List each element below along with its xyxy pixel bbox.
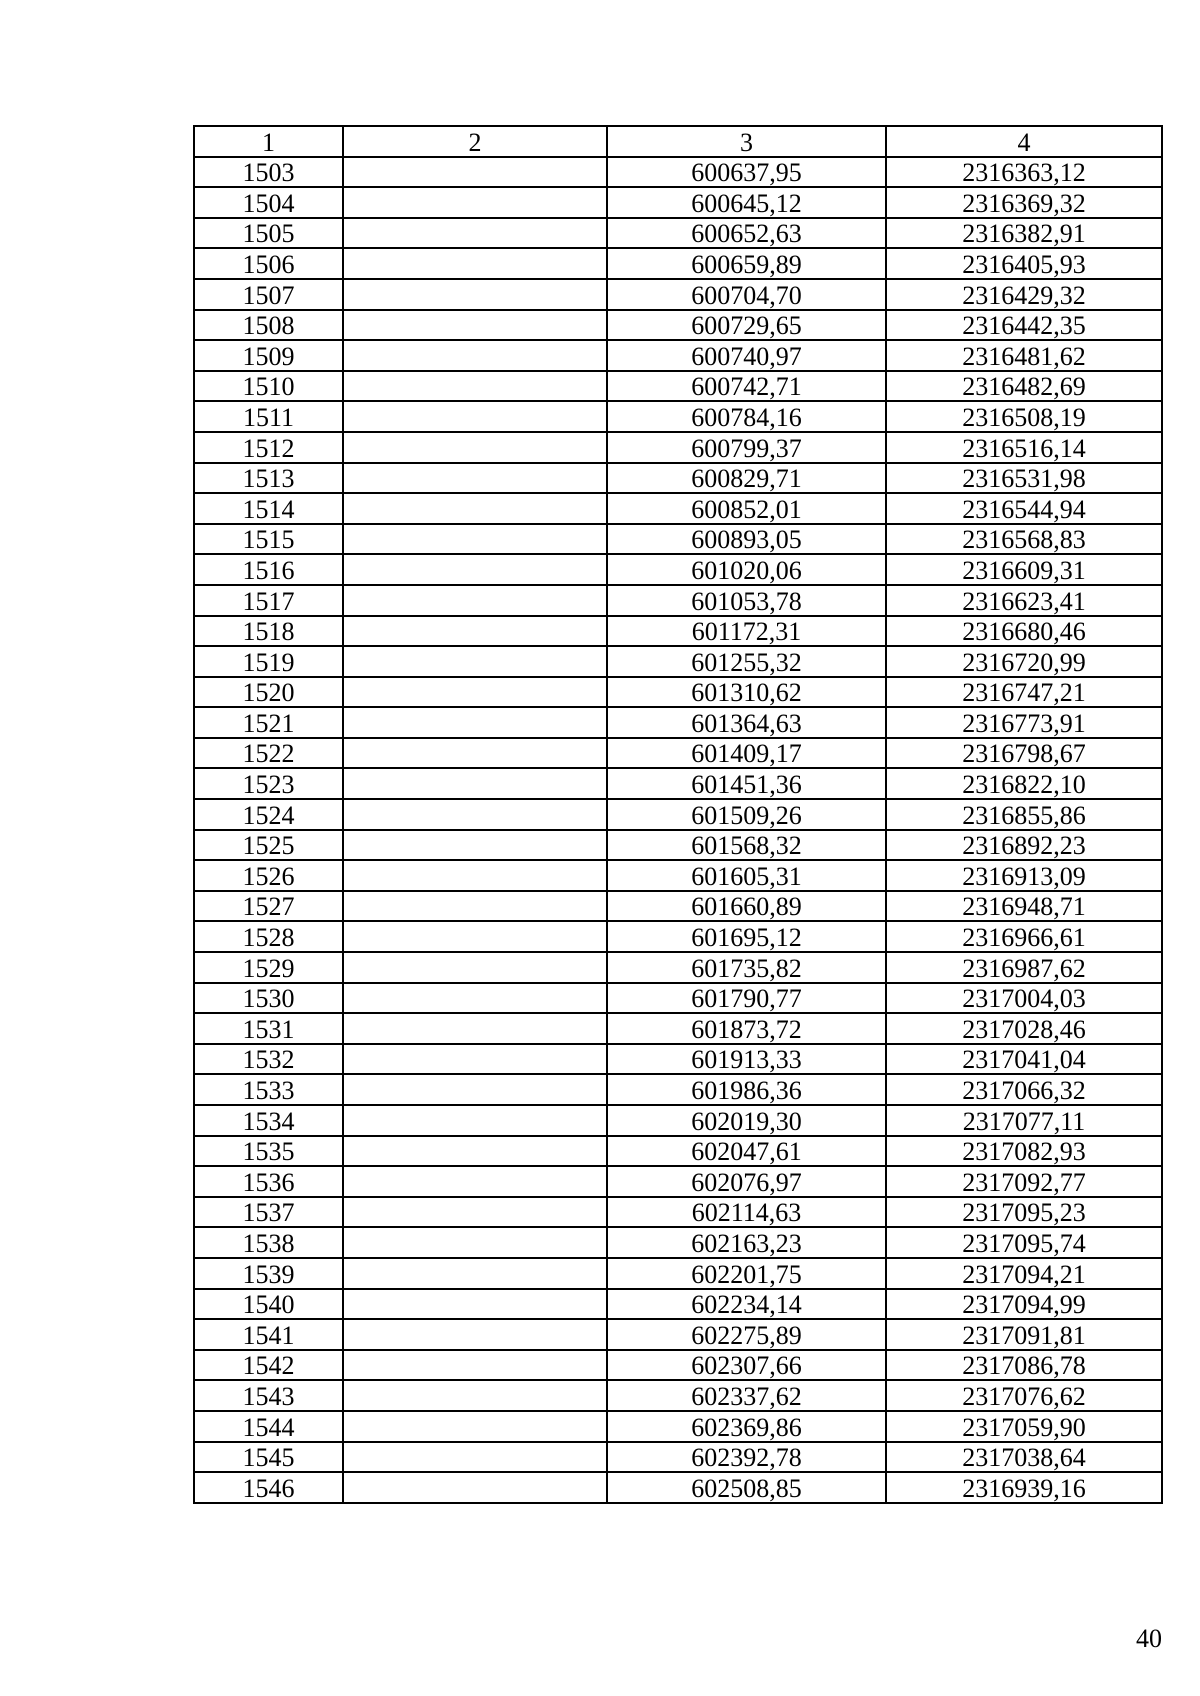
description-cell <box>343 1227 607 1258</box>
point-number-cell: 1506 <box>194 248 343 279</box>
table-row <box>194 157 1162 188</box>
y-coordinate-cell: 2316363,12 <box>886 157 1162 188</box>
description-cell <box>343 340 607 371</box>
point-number-cell: 1517 <box>194 585 343 616</box>
x-coordinate-cell: 601605,31 <box>607 860 886 891</box>
y-coordinate-cell: 2316623,41 <box>886 585 1162 616</box>
point-number-cell: 1546 <box>194 1472 343 1503</box>
point-number-cell: 1521 <box>194 707 343 738</box>
point-number-cell: 1520 <box>194 677 343 708</box>
x-coordinate-cell: 601364,63 <box>607 707 886 738</box>
y-coordinate-cell: 2316913,09 <box>886 860 1162 891</box>
table-row <box>194 1289 1162 1320</box>
table-row <box>194 677 1162 708</box>
x-coordinate-cell: 602019,30 <box>607 1105 886 1136</box>
column-header-1: 1 <box>194 126 343 157</box>
y-coordinate-cell: 2316855,86 <box>886 799 1162 830</box>
table-row <box>194 1136 1162 1167</box>
description-cell <box>343 310 607 341</box>
y-coordinate-cell: 2316481,62 <box>886 340 1162 371</box>
point-number-cell: 1509 <box>194 340 343 371</box>
y-coordinate-cell: 2317041,04 <box>886 1044 1162 1075</box>
table-row <box>194 585 1162 616</box>
description-cell <box>343 646 607 677</box>
table-row <box>194 952 1162 983</box>
table-row <box>194 310 1162 341</box>
table-row <box>194 1197 1162 1228</box>
description-cell <box>343 401 607 432</box>
point-number-cell: 1524 <box>194 799 343 830</box>
point-number-cell: 1522 <box>194 738 343 769</box>
x-coordinate-cell: 600852,01 <box>607 493 886 524</box>
x-coordinate-cell: 602307,66 <box>607 1350 886 1381</box>
point-number-cell: 1532 <box>194 1044 343 1075</box>
y-coordinate-cell: 2316948,71 <box>886 891 1162 922</box>
table-body <box>194 157 1162 1503</box>
point-number-cell: 1504 <box>194 187 343 218</box>
table-row <box>194 921 1162 952</box>
point-number-cell: 1526 <box>194 860 343 891</box>
description-cell <box>343 677 607 708</box>
description-cell <box>343 799 607 830</box>
point-number-cell: 1519 <box>194 646 343 677</box>
y-coordinate-cell: 2316544,94 <box>886 493 1162 524</box>
y-coordinate-cell: 2317004,03 <box>886 983 1162 1014</box>
description-cell <box>343 891 607 922</box>
y-coordinate-cell: 2317094,99 <box>886 1289 1162 1320</box>
description-cell <box>343 830 607 861</box>
x-coordinate-cell: 601660,89 <box>607 891 886 922</box>
x-coordinate-cell: 600704,70 <box>607 279 886 310</box>
table-row <box>194 1227 1162 1258</box>
x-coordinate-cell: 602234,14 <box>607 1289 886 1320</box>
table-row <box>194 616 1162 647</box>
table-row <box>194 738 1162 769</box>
y-coordinate-cell: 2316531,98 <box>886 463 1162 494</box>
x-coordinate-cell: 600637,95 <box>607 157 886 188</box>
table-row <box>194 1442 1162 1473</box>
point-number-cell: 1513 <box>194 463 343 494</box>
description-cell <box>343 983 607 1014</box>
description-cell <box>343 1258 607 1289</box>
x-coordinate-cell: 602201,75 <box>607 1258 886 1289</box>
y-coordinate-cell: 2316482,69 <box>886 371 1162 402</box>
coordinates-table <box>193 125 1163 1504</box>
table-row <box>194 248 1162 279</box>
table-row <box>194 799 1162 830</box>
x-coordinate-cell: 600652,63 <box>607 218 886 249</box>
x-coordinate-cell: 601255,32 <box>607 646 886 677</box>
description-cell <box>343 1380 607 1411</box>
y-coordinate-cell: 2317082,93 <box>886 1136 1162 1167</box>
x-coordinate-cell: 600659,89 <box>607 248 886 279</box>
point-number-cell: 1537 <box>194 1197 343 1228</box>
y-coordinate-cell: 2316987,62 <box>886 952 1162 983</box>
description-cell <box>343 616 607 647</box>
point-number-cell: 1541 <box>194 1319 343 1350</box>
description-cell <box>343 1166 607 1197</box>
table-row <box>194 646 1162 677</box>
x-coordinate-cell: 602047,61 <box>607 1136 886 1167</box>
description-cell <box>343 187 607 218</box>
point-number-cell: 1516 <box>194 554 343 585</box>
x-coordinate-cell: 600784,16 <box>607 401 886 432</box>
description-cell <box>343 493 607 524</box>
y-coordinate-cell: 2316892,23 <box>886 830 1162 861</box>
x-coordinate-cell: 602369,86 <box>607 1411 886 1442</box>
y-coordinate-cell: 2316747,21 <box>886 677 1162 708</box>
y-coordinate-cell: 2317091,81 <box>886 1319 1162 1350</box>
description-cell <box>343 524 607 555</box>
table-row <box>194 493 1162 524</box>
x-coordinate-cell: 600645,12 <box>607 187 886 218</box>
description-cell <box>343 1044 607 1075</box>
table-row <box>194 279 1162 310</box>
point-number-cell: 1523 <box>194 768 343 799</box>
x-coordinate-cell: 601735,82 <box>607 952 886 983</box>
point-number-cell: 1531 <box>194 1013 343 1044</box>
column-header-4: 4 <box>886 126 1162 157</box>
y-coordinate-cell: 2316798,67 <box>886 738 1162 769</box>
y-coordinate-cell: 2316773,91 <box>886 707 1162 738</box>
x-coordinate-cell: 601873,72 <box>607 1013 886 1044</box>
table-row <box>194 1013 1162 1044</box>
x-coordinate-cell: 600742,71 <box>607 371 886 402</box>
x-coordinate-cell: 600799,37 <box>607 432 886 463</box>
x-coordinate-cell: 601172,31 <box>607 616 886 647</box>
table-row <box>194 1380 1162 1411</box>
description-cell <box>343 738 607 769</box>
x-coordinate-cell: 601790,77 <box>607 983 886 1014</box>
x-coordinate-cell: 600740,97 <box>607 340 886 371</box>
point-number-cell: 1512 <box>194 432 343 463</box>
x-coordinate-cell: 601409,17 <box>607 738 886 769</box>
table-row <box>194 463 1162 494</box>
table-row <box>194 1350 1162 1381</box>
x-coordinate-cell: 602337,62 <box>607 1380 886 1411</box>
description-cell <box>343 1442 607 1473</box>
column-header-3: 3 <box>607 126 886 157</box>
description-cell <box>343 157 607 188</box>
y-coordinate-cell: 2317092,77 <box>886 1166 1162 1197</box>
point-number-cell: 1528 <box>194 921 343 952</box>
table-row <box>194 218 1162 249</box>
y-coordinate-cell: 2317095,74 <box>886 1227 1162 1258</box>
y-coordinate-cell: 2317059,90 <box>886 1411 1162 1442</box>
x-coordinate-cell: 602392,78 <box>607 1442 886 1473</box>
point-number-cell: 1527 <box>194 891 343 922</box>
description-cell <box>343 585 607 616</box>
table-row <box>194 1074 1162 1105</box>
x-coordinate-cell: 600893,05 <box>607 524 886 555</box>
table-row <box>194 432 1162 463</box>
x-coordinate-cell: 601310,62 <box>607 677 886 708</box>
table-row <box>194 1472 1162 1503</box>
y-coordinate-cell: 2316508,19 <box>886 401 1162 432</box>
table-row <box>194 1105 1162 1136</box>
table-row <box>194 860 1162 891</box>
table-header-row <box>194 126 1162 157</box>
table-row <box>194 1258 1162 1289</box>
x-coordinate-cell: 601053,78 <box>607 585 886 616</box>
table-row <box>194 1319 1162 1350</box>
y-coordinate-cell: 2316939,16 <box>886 1472 1162 1503</box>
y-coordinate-cell: 2316720,99 <box>886 646 1162 677</box>
x-coordinate-cell: 602114,63 <box>607 1197 886 1228</box>
point-number-cell: 1510 <box>194 371 343 402</box>
x-coordinate-cell: 602275,89 <box>607 1319 886 1350</box>
x-coordinate-cell: 601695,12 <box>607 921 886 952</box>
description-cell <box>343 1013 607 1044</box>
point-number-cell: 1536 <box>194 1166 343 1197</box>
y-coordinate-cell: 2316966,61 <box>886 921 1162 952</box>
y-coordinate-cell: 2316405,93 <box>886 248 1162 279</box>
point-number-cell: 1505 <box>194 218 343 249</box>
description-cell <box>343 1289 607 1320</box>
description-cell <box>343 1136 607 1167</box>
table-row <box>194 187 1162 218</box>
description-cell <box>343 768 607 799</box>
table-row <box>194 768 1162 799</box>
description-cell <box>343 248 607 279</box>
y-coordinate-cell: 2316516,14 <box>886 432 1162 463</box>
description-cell <box>343 371 607 402</box>
point-number-cell: 1503 <box>194 157 343 188</box>
description-cell <box>343 1411 607 1442</box>
table-row <box>194 554 1162 585</box>
y-coordinate-cell: 2317077,11 <box>886 1105 1162 1136</box>
point-number-cell: 1518 <box>194 616 343 647</box>
x-coordinate-cell: 601020,06 <box>607 554 886 585</box>
point-number-cell: 1540 <box>194 1289 343 1320</box>
table-row <box>194 891 1162 922</box>
y-coordinate-cell: 2316568,83 <box>886 524 1162 555</box>
y-coordinate-cell: 2317038,64 <box>886 1442 1162 1473</box>
description-cell <box>343 860 607 891</box>
x-coordinate-cell: 601509,26 <box>607 799 886 830</box>
point-number-cell: 1514 <box>194 493 343 524</box>
point-number-cell: 1535 <box>194 1136 343 1167</box>
x-coordinate-cell: 602163,23 <box>607 1227 886 1258</box>
point-number-cell: 1538 <box>194 1227 343 1258</box>
x-coordinate-cell: 601451,36 <box>607 768 886 799</box>
table-row <box>194 401 1162 432</box>
description-cell <box>343 707 607 738</box>
description-cell <box>343 921 607 952</box>
description-cell <box>343 554 607 585</box>
y-coordinate-cell: 2316680,46 <box>886 616 1162 647</box>
y-coordinate-cell: 2316822,10 <box>886 768 1162 799</box>
x-coordinate-cell: 601913,33 <box>607 1044 886 1075</box>
point-number-cell: 1515 <box>194 524 343 555</box>
description-cell <box>343 1319 607 1350</box>
x-coordinate-cell: 602076,97 <box>607 1166 886 1197</box>
point-number-cell: 1544 <box>194 1411 343 1442</box>
y-coordinate-cell: 2316609,31 <box>886 554 1162 585</box>
y-coordinate-cell: 2316429,32 <box>886 279 1162 310</box>
y-coordinate-cell: 2317086,78 <box>886 1350 1162 1381</box>
point-number-cell: 1507 <box>194 279 343 310</box>
point-number-cell: 1543 <box>194 1380 343 1411</box>
x-coordinate-cell: 600829,71 <box>607 463 886 494</box>
description-cell <box>343 1197 607 1228</box>
table-row <box>194 1166 1162 1197</box>
description-cell <box>343 952 607 983</box>
point-number-cell: 1525 <box>194 830 343 861</box>
point-number-cell: 1529 <box>194 952 343 983</box>
description-cell <box>343 463 607 494</box>
point-number-cell: 1530 <box>194 983 343 1014</box>
table-row <box>194 707 1162 738</box>
description-cell <box>343 1350 607 1381</box>
description-cell <box>343 432 607 463</box>
point-number-cell: 1533 <box>194 1074 343 1105</box>
table-row <box>194 1044 1162 1075</box>
x-coordinate-cell: 601986,36 <box>607 1074 886 1105</box>
point-number-cell: 1508 <box>194 310 343 341</box>
point-number-cell: 1542 <box>194 1350 343 1381</box>
y-coordinate-cell: 2316369,32 <box>886 187 1162 218</box>
table-row <box>194 830 1162 861</box>
y-coordinate-cell: 2317076,62 <box>886 1380 1162 1411</box>
x-coordinate-cell: 600729,65 <box>607 310 886 341</box>
table-row <box>194 1411 1162 1442</box>
point-number-cell: 1539 <box>194 1258 343 1289</box>
y-coordinate-cell: 2317028,46 <box>886 1013 1162 1044</box>
table-row <box>194 983 1162 1014</box>
table-row <box>194 524 1162 555</box>
description-cell <box>343 279 607 310</box>
x-coordinate-cell: 601568,32 <box>607 830 886 861</box>
y-coordinate-cell: 2316382,91 <box>886 218 1162 249</box>
page-number: 40 <box>1136 1624 1162 1653</box>
description-cell <box>343 1472 607 1503</box>
description-cell <box>343 218 607 249</box>
table-row <box>194 371 1162 402</box>
table-row <box>194 340 1162 371</box>
point-number-cell: 1545 <box>194 1442 343 1473</box>
description-cell <box>343 1074 607 1105</box>
y-coordinate-cell: 2317095,23 <box>886 1197 1162 1228</box>
point-number-cell: 1511 <box>194 401 343 432</box>
x-coordinate-cell: 602508,85 <box>607 1472 886 1503</box>
point-number-cell: 1534 <box>194 1105 343 1136</box>
column-header-2: 2 <box>343 126 607 157</box>
y-coordinate-cell: 2316442,35 <box>886 310 1162 341</box>
description-cell <box>343 1105 607 1136</box>
y-coordinate-cell: 2317094,21 <box>886 1258 1162 1289</box>
y-coordinate-cell: 2317066,32 <box>886 1074 1162 1105</box>
